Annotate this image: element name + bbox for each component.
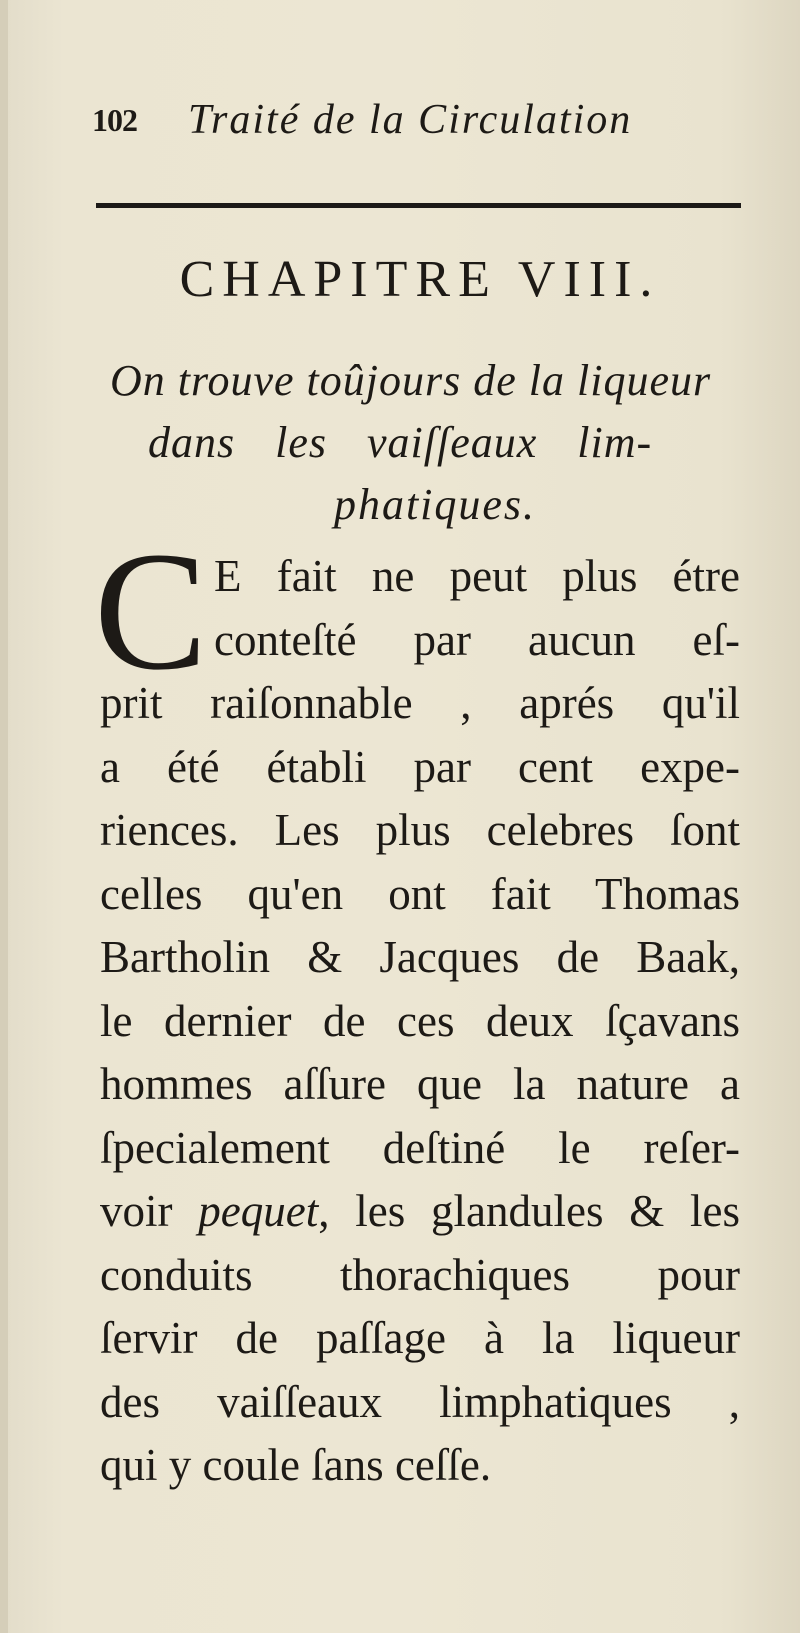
text-line: ſpecialement deſtiné le reſer- (100, 1122, 740, 1173)
italic-term: pequet (198, 1186, 319, 1236)
text-fragment: , (318, 1186, 330, 1236)
subtitle-line: On trouve toûjours de la liqueur (110, 356, 712, 405)
text-line: ſervir de paſſage à la liqueur (100, 1313, 740, 1363)
page-header (92, 96, 712, 146)
text-line: le dernier de ces deux ſçavans (100, 995, 740, 1046)
body-paragraph (100, 545, 740, 1498)
drop-cap: C (94, 517, 208, 705)
text-line: a été établi par cent expe- (100, 741, 740, 792)
chapter-subtitle (110, 350, 760, 536)
text-line: hommes aſſure que la nature a (100, 1059, 740, 1109)
text-line: E fait ne peut plus étre (214, 551, 740, 601)
running-head: Traité de la Circulation (188, 97, 633, 143)
text-line-with-italic (100, 1180, 740, 1244)
text-line: prit raiſonnable , aprés qu'il (100, 678, 740, 728)
text-fragment: voir (100, 1186, 173, 1236)
text-fragment: les glandules & les (355, 1186, 741, 1236)
page-binding-edge (0, 0, 8, 1633)
subtitle-line: phatiques. (333, 480, 537, 529)
header-rule (96, 203, 741, 208)
text-line: Bartholin & Jacques de Baak, (100, 932, 740, 982)
text-line: riences. Les plus celebres ſont (100, 805, 740, 855)
page-number: 102 (92, 102, 137, 138)
chapter-title: CHAPITRE VIII. (179, 251, 661, 308)
subtitle-line: dans les vaiſſeaux lim- (148, 418, 653, 467)
text-line: conteſté par aucun eſ- (214, 614, 740, 665)
text-line: qui y coule ſans ceſſe. (100, 1440, 492, 1490)
text-line: des vaiſſeaux limphatiques , (100, 1376, 740, 1427)
text-line: celles qu'en ont fait Thomas (100, 868, 740, 919)
text-line: conduits thorachiques pour (100, 1249, 740, 1300)
